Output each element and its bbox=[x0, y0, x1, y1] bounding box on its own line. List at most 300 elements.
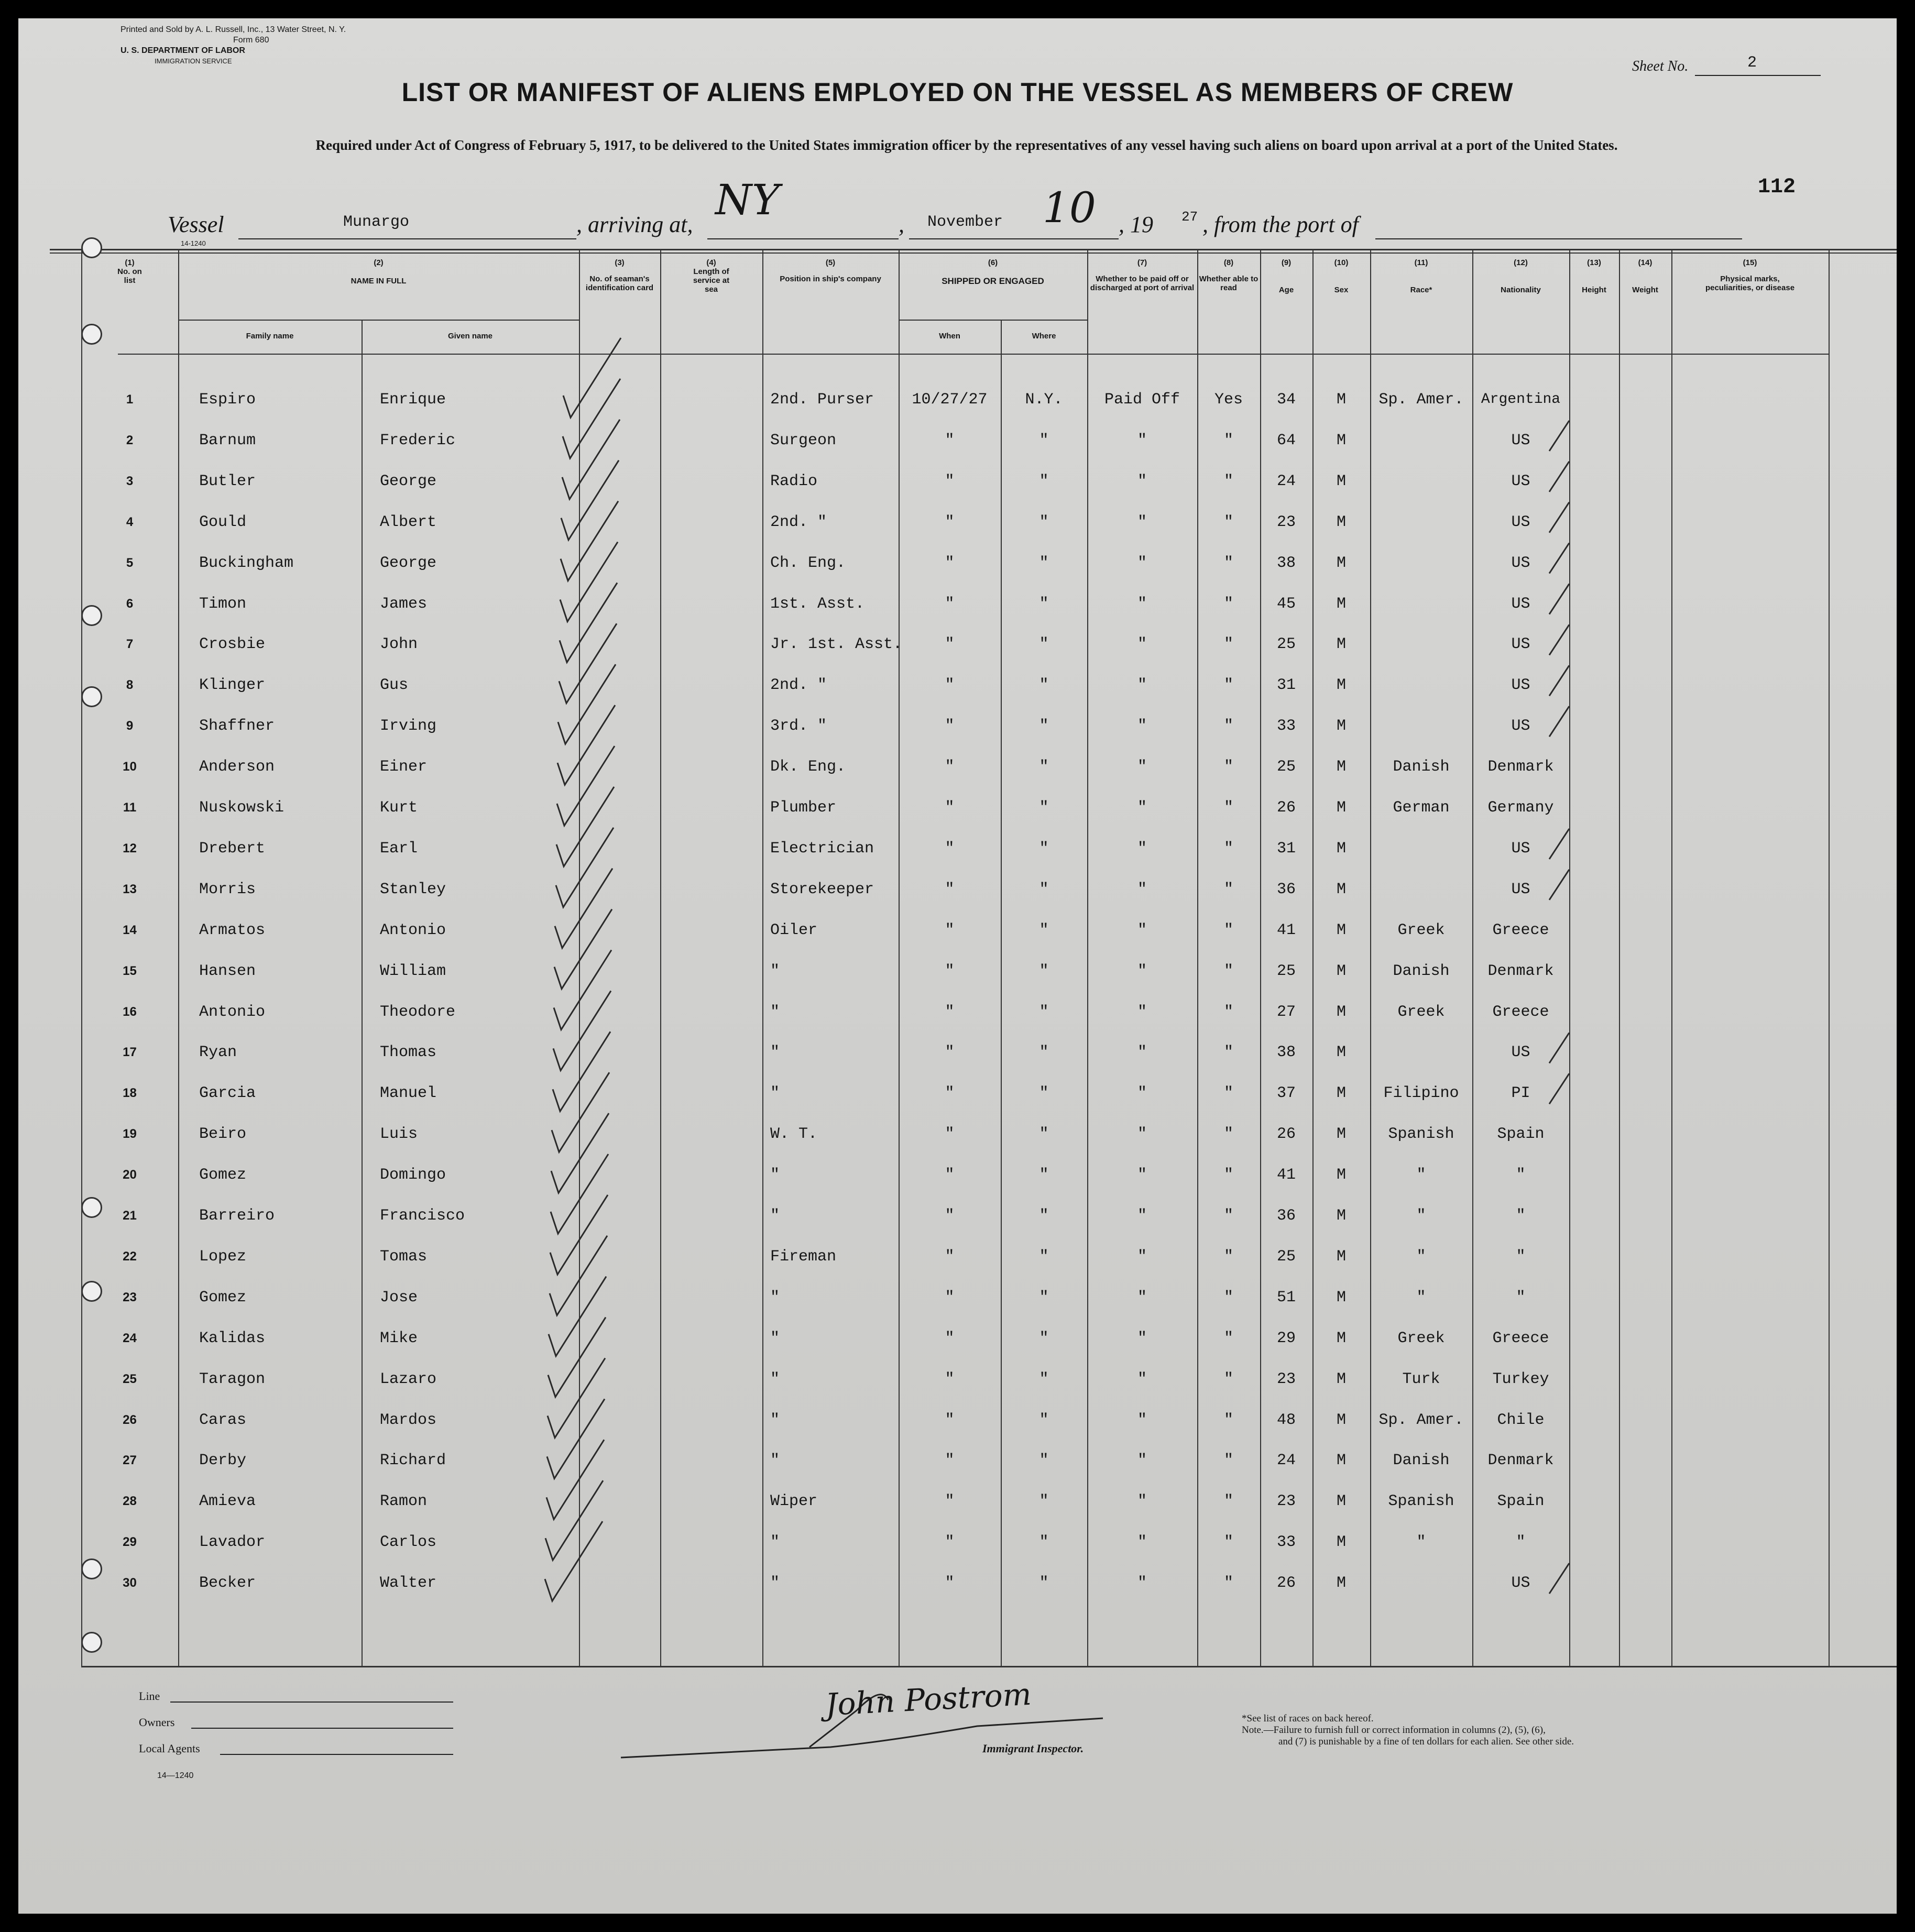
given-name: Earl bbox=[380, 839, 418, 858]
shipped-when: " bbox=[945, 431, 955, 449]
able-to-read: " bbox=[1223, 1329, 1233, 1347]
nationality: US bbox=[1511, 717, 1530, 736]
position: " bbox=[770, 1166, 780, 1184]
check-mark bbox=[561, 501, 618, 581]
position: " bbox=[770, 1288, 780, 1307]
sex: M bbox=[1336, 1452, 1346, 1470]
nationality: Denmark bbox=[1487, 758, 1554, 776]
age: 41 bbox=[1276, 1166, 1296, 1184]
given-name: Frederic bbox=[380, 431, 456, 449]
race: " bbox=[1416, 1207, 1426, 1225]
able-to-read: " bbox=[1223, 1492, 1233, 1511]
month-value: November bbox=[927, 213, 1003, 231]
shipped-when: " bbox=[945, 1166, 955, 1184]
shipped-where: " bbox=[1039, 717, 1049, 736]
shipped-when: " bbox=[945, 676, 955, 695]
sex: M bbox=[1336, 1125, 1346, 1144]
race: Danish bbox=[1393, 758, 1450, 776]
document-subtitle: Required under Act of Congress of February 5, 1917, to be delivered to the United States immigration officer by the representatives of any vessel having such aliens on board upon arrival at a port of the United States. bbox=[315, 137, 1618, 153]
given-name: Thomas bbox=[380, 1044, 437, 1062]
check-mark bbox=[560, 583, 617, 662]
given-name: Lazaro bbox=[380, 1370, 437, 1388]
shipped-where: " bbox=[1039, 676, 1049, 695]
shipped-when: " bbox=[945, 1492, 955, 1511]
able-to-read: " bbox=[1223, 1574, 1233, 1593]
able-to-read: " bbox=[1223, 921, 1233, 939]
shipped-where: " bbox=[1039, 1452, 1049, 1470]
race: German bbox=[1393, 799, 1450, 817]
position: Fireman bbox=[770, 1247, 837, 1266]
nationality: US bbox=[1511, 676, 1530, 695]
owners-label: Owners bbox=[139, 1716, 175, 1729]
row-number: 21 bbox=[123, 1209, 137, 1223]
immigrant-inspector-label: Immigrant Inspector. bbox=[982, 1742, 1084, 1755]
given-name: Domingo bbox=[380, 1166, 446, 1184]
family-name: Gomez bbox=[199, 1166, 247, 1184]
shipped-when: " bbox=[945, 799, 955, 817]
paid-off: " bbox=[1137, 595, 1147, 613]
race: Filipino bbox=[1383, 1084, 1459, 1103]
nationality: Turkey bbox=[1492, 1370, 1549, 1388]
check-mark bbox=[560, 542, 618, 622]
nationality: " bbox=[1516, 1288, 1526, 1307]
position: Ch. Eng. bbox=[770, 554, 846, 572]
paid-off: " bbox=[1137, 1329, 1147, 1347]
check-mark bbox=[553, 991, 611, 1070]
shipped-where: " bbox=[1039, 921, 1049, 939]
position: 3rd. " bbox=[770, 717, 827, 736]
tally-mark bbox=[1549, 665, 1569, 696]
family-name: Becker bbox=[199, 1574, 256, 1593]
row-number: 11 bbox=[123, 800, 137, 815]
shipped-where: " bbox=[1039, 1044, 1049, 1062]
check-mark bbox=[551, 1154, 608, 1234]
age: 37 bbox=[1276, 1084, 1296, 1103]
sex: M bbox=[1336, 1288, 1346, 1307]
binder-hole bbox=[81, 605, 102, 626]
check-mark bbox=[550, 1236, 607, 1315]
sex: M bbox=[1336, 880, 1346, 898]
check-mark bbox=[553, 1031, 610, 1111]
shipped-where: " bbox=[1039, 1411, 1049, 1429]
nationality: Argentina bbox=[1481, 391, 1561, 408]
able-to-read: " bbox=[1223, 758, 1233, 776]
family-name: Garcia bbox=[199, 1084, 256, 1103]
paid-off: " bbox=[1137, 1411, 1147, 1429]
nationality: US bbox=[1511, 635, 1530, 654]
shipped-when: " bbox=[945, 717, 955, 736]
col-12-header: (12) Nationality bbox=[1501, 258, 1541, 294]
shipped-when: " bbox=[945, 595, 955, 613]
shipped-when: " bbox=[945, 1125, 955, 1144]
check-mark bbox=[548, 1358, 605, 1438]
able-to-read: " bbox=[1223, 1411, 1233, 1429]
paid-off: " bbox=[1137, 554, 1147, 572]
check-mark bbox=[550, 1195, 608, 1275]
form-number: Form 680 bbox=[233, 36, 269, 45]
tally-mark bbox=[1549, 1073, 1569, 1104]
line-rule bbox=[170, 1684, 453, 1703]
race: Danish bbox=[1393, 1452, 1450, 1470]
paid-off: " bbox=[1137, 1533, 1147, 1552]
able-to-read: Yes bbox=[1214, 391, 1243, 409]
race: " bbox=[1416, 1247, 1426, 1266]
shipped-when: " bbox=[945, 962, 955, 980]
row-number: 1 bbox=[126, 392, 134, 407]
age: 25 bbox=[1276, 758, 1296, 776]
shipped-where: " bbox=[1039, 1084, 1049, 1103]
given-name: Enrique bbox=[380, 391, 446, 409]
tally-mark bbox=[1549, 462, 1569, 492]
when-header: When bbox=[939, 332, 960, 341]
paid-off: " bbox=[1137, 1452, 1147, 1470]
shipped-where: " bbox=[1039, 880, 1049, 898]
tally-mark bbox=[1549, 829, 1569, 859]
shipped-when: 10/27/27 bbox=[912, 391, 988, 409]
shipped-where: " bbox=[1039, 962, 1049, 980]
position: " bbox=[770, 962, 780, 980]
race: Turk bbox=[1402, 1370, 1440, 1388]
position: " bbox=[770, 1452, 780, 1470]
nationality: Chile bbox=[1497, 1411, 1545, 1429]
sex: M bbox=[1336, 513, 1346, 531]
shipped-when: " bbox=[945, 1329, 955, 1347]
race: Danish bbox=[1393, 962, 1450, 980]
sex: M bbox=[1336, 1207, 1346, 1225]
paid-off: " bbox=[1137, 1166, 1147, 1184]
given-name: James bbox=[380, 595, 428, 613]
position: " bbox=[770, 1411, 780, 1429]
race: Greek bbox=[1397, 921, 1445, 939]
shipped-where: " bbox=[1039, 1288, 1049, 1307]
family-name: Crosbie bbox=[199, 635, 266, 654]
family-name: Morris bbox=[199, 880, 256, 898]
row-number: 16 bbox=[123, 1004, 137, 1019]
col-15-header: (15) Physical marks, peculiarities, or disease bbox=[1705, 258, 1795, 292]
shipped-where: " bbox=[1039, 1003, 1049, 1021]
age: 25 bbox=[1276, 1247, 1296, 1266]
given-name: Antonio bbox=[380, 921, 446, 939]
race: Greek bbox=[1397, 1003, 1445, 1021]
col-7-header: (7) Whether to be paid off or discharged at port of arrival bbox=[1090, 258, 1195, 292]
paid-off: " bbox=[1137, 1288, 1147, 1307]
check-mark bbox=[545, 1521, 603, 1601]
shipped-when: " bbox=[945, 1370, 955, 1388]
family-name: Buckingham bbox=[199, 554, 294, 572]
race: Spanish bbox=[1388, 1492, 1454, 1511]
comma-separator: , bbox=[899, 212, 904, 237]
family-name: Shaffner bbox=[199, 717, 275, 736]
given-name: Walter bbox=[380, 1574, 437, 1593]
row-number: 28 bbox=[123, 1494, 137, 1509]
given-name: Stanley bbox=[380, 880, 446, 898]
row-number: 24 bbox=[123, 1331, 137, 1345]
able-to-read: " bbox=[1223, 513, 1233, 531]
family-name: Kalidas bbox=[199, 1329, 266, 1347]
shipped-where: " bbox=[1039, 1370, 1049, 1388]
check-mark bbox=[563, 379, 620, 458]
shipped-where: " bbox=[1039, 1247, 1049, 1266]
race: " bbox=[1416, 1166, 1426, 1184]
paid-off: " bbox=[1137, 758, 1147, 776]
position: " bbox=[770, 1370, 780, 1388]
position: " bbox=[770, 1533, 780, 1552]
race: " bbox=[1416, 1533, 1426, 1552]
given-name: Francisco bbox=[380, 1207, 465, 1225]
paid-off: " bbox=[1137, 472, 1147, 490]
race: Sp. Amer. bbox=[1378, 1411, 1464, 1429]
nationality: US bbox=[1511, 513, 1530, 531]
page-stamp: 112 bbox=[1758, 175, 1796, 199]
age: 26 bbox=[1276, 799, 1296, 817]
family-name: Lopez bbox=[199, 1247, 247, 1266]
able-to-read: " bbox=[1223, 1003, 1233, 1021]
shipped-where: " bbox=[1039, 513, 1049, 531]
penalty-note-line-2: and (7) is punishable by a fine of ten dollars for each alien. See other side. bbox=[1278, 1736, 1574, 1747]
race: Sp. Amer. bbox=[1378, 391, 1464, 409]
shipped-where: " bbox=[1039, 1207, 1049, 1225]
given-name: Theodore bbox=[380, 1003, 456, 1021]
age: 24 bbox=[1276, 1452, 1296, 1470]
family-name: Butler bbox=[199, 472, 256, 490]
col-14-header: (14) Weight bbox=[1632, 258, 1658, 294]
nationality: Germany bbox=[1487, 799, 1554, 817]
nationality: " bbox=[1516, 1533, 1526, 1552]
tally-mark bbox=[1549, 624, 1569, 655]
family-name-header: Family name bbox=[246, 332, 294, 341]
year-suffix: 27 bbox=[1181, 209, 1198, 225]
paid-off: " bbox=[1137, 1125, 1147, 1144]
able-to-read: " bbox=[1223, 1452, 1233, 1470]
age: 23 bbox=[1276, 513, 1296, 531]
nationality: US bbox=[1511, 431, 1530, 449]
age: 64 bbox=[1276, 431, 1296, 449]
family-name: Nuskowski bbox=[199, 799, 284, 817]
nationality: " bbox=[1516, 1247, 1526, 1266]
shipped-when: " bbox=[945, 921, 955, 939]
position: " bbox=[770, 1207, 780, 1225]
row-number: 18 bbox=[123, 1086, 137, 1101]
nationality: US bbox=[1511, 554, 1530, 572]
binder-hole bbox=[81, 686, 102, 707]
sheet-number-label: Sheet No. bbox=[1632, 58, 1689, 74]
shipped-where: " bbox=[1039, 635, 1049, 654]
paid-off: " bbox=[1137, 717, 1147, 736]
paid-off: " bbox=[1137, 676, 1147, 695]
tally-mark bbox=[1549, 543, 1569, 574]
row-number: 19 bbox=[123, 1127, 137, 1141]
position: 2nd. " bbox=[770, 676, 827, 695]
binder-hole bbox=[81, 1632, 102, 1653]
tally-mark bbox=[1549, 1563, 1569, 1594]
position: " bbox=[770, 1084, 780, 1103]
paid-off: Paid Off bbox=[1104, 391, 1180, 409]
row-number: 12 bbox=[123, 841, 137, 855]
binder-hole bbox=[81, 1197, 102, 1218]
position: Dk. Eng. bbox=[770, 758, 846, 776]
sex: M bbox=[1336, 717, 1346, 736]
sex: M bbox=[1336, 1492, 1346, 1511]
position: " bbox=[770, 1329, 780, 1347]
age: 34 bbox=[1276, 391, 1296, 409]
binder-hole bbox=[81, 324, 102, 345]
row-number: 23 bbox=[123, 1290, 137, 1304]
position: Radio bbox=[770, 472, 818, 490]
paid-off: " bbox=[1137, 921, 1147, 939]
age: 24 bbox=[1276, 472, 1296, 490]
given-name: Kurt bbox=[380, 799, 418, 817]
binder-hole bbox=[81, 1558, 102, 1579]
able-to-read: " bbox=[1223, 431, 1233, 449]
position: " bbox=[770, 1574, 780, 1593]
bottom-form-code: 14—1240 bbox=[157, 1771, 194, 1780]
col-11-header: (11) Race* bbox=[1410, 258, 1432, 294]
age: 45 bbox=[1276, 595, 1296, 613]
able-to-read: " bbox=[1223, 595, 1233, 613]
binder-hole bbox=[81, 237, 102, 258]
age: 25 bbox=[1276, 962, 1296, 980]
able-to-read: " bbox=[1223, 1125, 1233, 1144]
paid-off: " bbox=[1137, 799, 1147, 817]
sex: M bbox=[1336, 431, 1346, 449]
sex: M bbox=[1336, 1044, 1346, 1062]
position: 2nd. " bbox=[770, 513, 827, 531]
sex: M bbox=[1336, 1003, 1346, 1021]
nationality: Greece bbox=[1492, 1003, 1549, 1021]
col-5-header: (5) Position in ship's company bbox=[780, 258, 881, 283]
vessel-label: Vessel bbox=[168, 212, 224, 237]
col-8-header: (8) Whether able to read bbox=[1199, 258, 1259, 292]
row-number: 10 bbox=[123, 760, 137, 774]
given-name: John bbox=[380, 635, 418, 654]
shipped-where: " bbox=[1039, 1329, 1049, 1347]
age: 26 bbox=[1276, 1574, 1296, 1593]
family-name: Caras bbox=[199, 1411, 247, 1429]
shipped-when: " bbox=[945, 1288, 955, 1307]
paid-off: " bbox=[1137, 1044, 1147, 1062]
given-name: Irving bbox=[380, 717, 437, 736]
binder-hole bbox=[81, 1281, 102, 1302]
age: 38 bbox=[1276, 1044, 1296, 1062]
paid-off: " bbox=[1137, 1492, 1147, 1511]
tally-mark bbox=[1549, 1033, 1569, 1063]
able-to-read: " bbox=[1223, 1247, 1233, 1266]
shipped-where: " bbox=[1039, 1125, 1049, 1144]
col-2-header: (2) NAME IN FULL bbox=[351, 258, 407, 286]
position: W. T. bbox=[770, 1125, 818, 1144]
row-number: 6 bbox=[126, 596, 134, 611]
able-to-read: " bbox=[1223, 1288, 1233, 1307]
nationality: US bbox=[1511, 595, 1530, 613]
sex: M bbox=[1336, 595, 1346, 613]
given-name: Gus bbox=[380, 676, 409, 695]
check-mark bbox=[562, 420, 620, 499]
nationality: PI bbox=[1511, 1084, 1530, 1103]
position: Surgeon bbox=[770, 431, 837, 449]
shipped-where: " bbox=[1039, 472, 1049, 490]
shipped-where: " bbox=[1039, 554, 1049, 572]
check-mark bbox=[557, 746, 615, 826]
paid-off: " bbox=[1137, 962, 1147, 980]
shipped-when: " bbox=[945, 1003, 955, 1021]
age: 33 bbox=[1276, 717, 1296, 736]
family-name: Espiro bbox=[199, 391, 256, 409]
shipped-when: " bbox=[945, 554, 955, 572]
row-number: 17 bbox=[123, 1045, 137, 1060]
tally-mark bbox=[1549, 421, 1569, 451]
able-to-read: " bbox=[1223, 1044, 1233, 1062]
family-name: Gomez bbox=[199, 1288, 247, 1307]
paid-off: " bbox=[1137, 1003, 1147, 1021]
sex: M bbox=[1336, 635, 1346, 654]
nationality: " bbox=[1516, 1166, 1526, 1184]
penalty-note-line-1: Note.—Failure to furnish full or correct information in columns (2), (5), (6), bbox=[1242, 1725, 1546, 1736]
paid-off: " bbox=[1137, 635, 1147, 654]
family-name: Armatos bbox=[199, 921, 266, 939]
nationality: US bbox=[1511, 1574, 1530, 1593]
col-4-header: (4) Length of service at sea bbox=[693, 258, 730, 294]
family-name: Antonio bbox=[199, 1003, 266, 1021]
family-name: Lavador bbox=[199, 1533, 266, 1552]
paid-off: " bbox=[1137, 1084, 1147, 1103]
nationality: Greece bbox=[1492, 921, 1549, 939]
sex: M bbox=[1336, 1084, 1346, 1103]
shipped-when: " bbox=[945, 1533, 955, 1552]
nationality: " bbox=[1516, 1207, 1526, 1225]
top-form-code: 14-1240 bbox=[181, 239, 206, 247]
sheet-number-value: 2 bbox=[1747, 54, 1757, 72]
sex: M bbox=[1336, 391, 1346, 409]
able-to-read: " bbox=[1223, 472, 1233, 490]
age: 23 bbox=[1276, 1492, 1296, 1511]
printer-line: Printed and Sold by A. L. Russell, Inc., 13 Water Street, N. Y. bbox=[121, 25, 346, 34]
local-agents-rule bbox=[220, 1737, 453, 1755]
tally-mark bbox=[1549, 706, 1569, 737]
inspector-signature: John Postrom bbox=[824, 1676, 1033, 1723]
age: 31 bbox=[1276, 676, 1296, 695]
shipped-when: " bbox=[945, 1411, 955, 1429]
given-name: George bbox=[380, 554, 437, 572]
given-name: Albert bbox=[380, 513, 437, 531]
paid-off: " bbox=[1137, 1247, 1147, 1266]
sex: M bbox=[1336, 1166, 1346, 1184]
age: 41 bbox=[1276, 921, 1296, 939]
row-number: 3 bbox=[126, 474, 134, 488]
document-title: LIST OR MANIFEST OF ALIENS EMPLOYED ON THE VESSEL AS MEMBERS OF CREW bbox=[401, 78, 1514, 107]
position: Storekeeper bbox=[770, 880, 874, 898]
arriving-label: , arriving at, bbox=[576, 212, 693, 237]
local-agents-label: Local Agents bbox=[139, 1742, 200, 1755]
check-mark bbox=[557, 705, 615, 785]
row-number: 25 bbox=[123, 1371, 137, 1386]
shipped-when: " bbox=[945, 472, 955, 490]
vessel-value: Munargo bbox=[343, 213, 410, 231]
row-number: 29 bbox=[123, 1535, 137, 1550]
able-to-read: " bbox=[1223, 717, 1233, 736]
check-mark bbox=[556, 787, 614, 866]
age: 25 bbox=[1276, 635, 1296, 654]
col-10-header: (10) Sex bbox=[1334, 258, 1349, 294]
arriving-at-value: NY bbox=[715, 175, 780, 224]
given-name: George bbox=[380, 472, 437, 490]
able-to-read: " bbox=[1223, 554, 1233, 572]
check-mark bbox=[547, 1399, 605, 1478]
inspector-signature-flourish bbox=[610, 1668, 1113, 1773]
nationality: Denmark bbox=[1487, 1452, 1554, 1470]
age: 26 bbox=[1276, 1125, 1296, 1144]
col-6-header: (6) SHIPPED OR ENGAGED bbox=[942, 258, 1044, 286]
service-label: IMMIGRATION SERVICE bbox=[155, 57, 232, 65]
